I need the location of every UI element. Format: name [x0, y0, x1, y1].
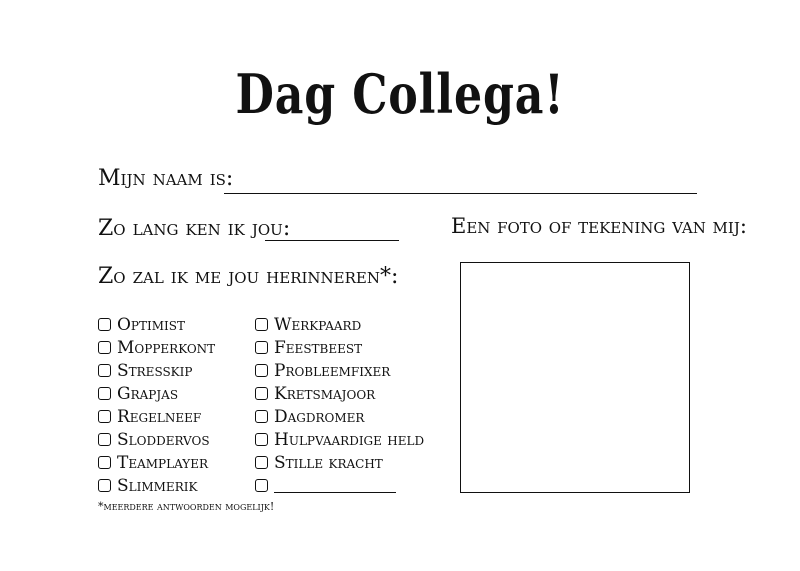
checkbox[interactable]	[255, 479, 268, 492]
option-mopperkont[interactable]	[98, 336, 215, 359]
photo-label: Een foto of tekening van mij:	[451, 214, 747, 238]
checkbox[interactable]	[98, 479, 111, 492]
option-hulpvaardige-held[interactable]	[255, 428, 424, 451]
option-label: Regelneef	[117, 406, 202, 427]
option-label: Hulpvaardige held	[274, 429, 425, 450]
option-stresskip[interactable]	[98, 359, 215, 382]
option-probleemfixer[interactable]	[255, 359, 424, 382]
photo-box[interactable]	[460, 262, 690, 493]
option-werkpaard[interactable]	[255, 313, 424, 336]
name-field[interactable]	[224, 193, 697, 194]
know-duration-field[interactable]	[265, 240, 399, 241]
option-label: Slimmerik	[117, 475, 198, 496]
footnote: *meerdere antwoorden mogelijk!	[98, 500, 275, 513]
option-label: Stresskip	[117, 360, 193, 381]
options-left-column	[98, 313, 215, 497]
checkbox[interactable]	[98, 318, 111, 331]
name-label: Mijn naam is:	[98, 166, 234, 191]
checkbox[interactable]	[255, 433, 268, 446]
option-dagdromer[interactable]	[255, 405, 424, 428]
checkbox[interactable]	[255, 387, 268, 400]
checkbox[interactable]	[98, 387, 111, 400]
checkbox[interactable]	[98, 456, 111, 469]
option-feestbeest[interactable]	[255, 336, 424, 359]
option-regelneef[interactable]	[98, 405, 215, 428]
option-sloddervos[interactable]	[98, 428, 215, 451]
checkbox[interactable]	[98, 364, 111, 377]
option-label: Sloddervos	[117, 429, 210, 450]
option-teamplayer[interactable]	[98, 451, 215, 474]
checkbox[interactable]	[255, 341, 268, 354]
option-optimist[interactable]	[98, 313, 215, 336]
option-label: Feestbeest	[274, 337, 363, 358]
checkbox[interactable]	[255, 456, 268, 469]
checkbox[interactable]	[98, 410, 111, 423]
checkbox[interactable]	[255, 364, 268, 377]
option-label: Werkpaard	[274, 314, 362, 335]
option-label: Probleemfixer	[274, 360, 391, 381]
option-label: Grapjas	[117, 383, 179, 404]
option-label: Mopperkont	[117, 337, 216, 358]
option-custom[interactable]	[255, 474, 424, 497]
checkbox[interactable]	[98, 341, 111, 354]
custom-option-field[interactable]	[274, 478, 396, 493]
remember-label: Zo zal ik me jou herinneren*:	[98, 264, 399, 289]
option-label: Dagdromer	[274, 406, 365, 427]
option-slimmerik[interactable]	[98, 474, 215, 497]
options-right-column	[255, 313, 424, 497]
option-label: Stille kracht	[274, 452, 383, 473]
option-kretsmajoor[interactable]	[255, 382, 424, 405]
checkbox[interactable]	[255, 318, 268, 331]
option-label: Kretsmajoor	[274, 383, 376, 404]
checkbox[interactable]	[255, 410, 268, 423]
know-duration-label: Zo lang ken ik jou:	[98, 216, 291, 241]
page-title: Dag Collega!	[235, 62, 565, 126]
option-label: Optimist	[117, 314, 186, 335]
option-grapjas[interactable]	[98, 382, 215, 405]
option-label: Teamplayer	[117, 452, 208, 473]
option-stille-kracht[interactable]	[255, 451, 424, 474]
checkbox[interactable]	[98, 433, 111, 446]
